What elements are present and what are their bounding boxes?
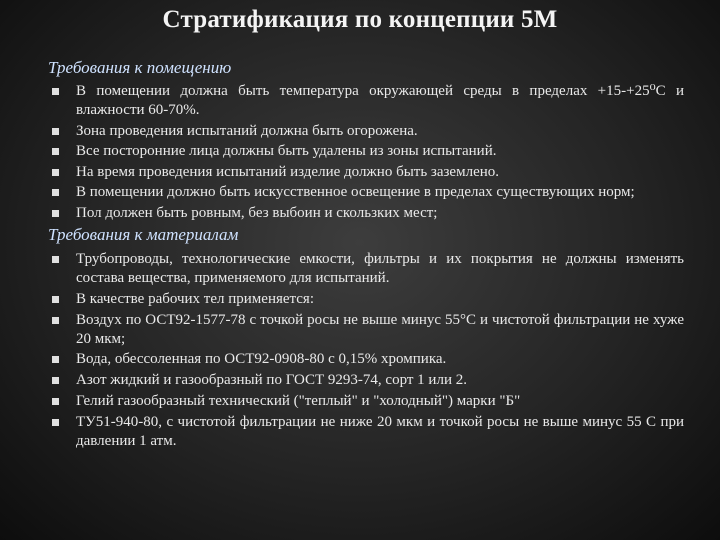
list-item-text: Пол должен быть ровным, без выбоин и скользких мест; <box>76 204 438 221</box>
list-item-text: ТУ51-940-80, с чистотой фильтрации не ниже 20 мкм и точкой росы не выше минус 55 С при давлении 1 атм. <box>76 413 684 449</box>
list-item <box>48 392 684 411</box>
square-bullet-icon <box>52 189 59 196</box>
list-item <box>48 142 684 161</box>
list-item <box>48 163 684 182</box>
slide-content <box>48 58 684 453</box>
materials-requirements-list <box>48 250 684 451</box>
list-item-text: В качестве рабочих тел применяется: <box>76 290 314 307</box>
list-item <box>48 311 684 349</box>
square-bullet-icon <box>52 398 59 405</box>
section-heading-room: Требования к помещению <box>48 58 232 77</box>
square-bullet-icon <box>52 210 59 217</box>
square-bullet-icon <box>52 317 59 324</box>
list-item-text: Воздух по ОСТ92-1577-78 с точкой росы не выше минус 55°С и чистотой фильтрации не хуже 20 мкм; <box>76 311 684 347</box>
list-item <box>48 122 684 141</box>
list-item-text: Зона проведения испытаний должна быть огорожена. <box>76 122 418 139</box>
square-bullet-icon <box>52 419 59 426</box>
list-item <box>48 290 684 309</box>
square-bullet-icon <box>52 256 59 263</box>
room-requirements-list <box>48 82 684 223</box>
square-bullet-icon <box>52 148 59 155</box>
list-item-text: В помещении должна быть температура окружающей среды в пределах +15-+25⁰С и влажности 60-70%. <box>76 83 684 118</box>
list-item <box>48 204 684 223</box>
square-bullet-icon <box>52 356 59 363</box>
square-bullet-icon <box>52 128 59 135</box>
list-item-text: Гелий газообразный технический ("теплый" и "холодный") марки "Б" <box>76 392 521 409</box>
list-item <box>48 350 684 369</box>
list-item-text: Все посторонние лица должны быть удалены из зоны испытаний. <box>76 143 497 160</box>
list-item <box>48 371 684 390</box>
square-bullet-icon <box>52 88 59 95</box>
slide-title: Стратификация по концепции 5М <box>162 6 558 33</box>
list-item <box>48 250 684 288</box>
list-item-text: В помещении должно быть искусственное освещение в пределах существующих норм; <box>76 184 635 201</box>
list-item <box>48 82 684 120</box>
square-bullet-icon <box>52 296 59 303</box>
list-item-text: На время проведения испытаний изделие должно быть заземлено. <box>76 163 500 180</box>
list-item-text: Трубопроводы, технологические емкости, фильтры и их покрытия не должны изменять состава вещества, применяемого для испытаний. <box>76 250 684 286</box>
square-bullet-icon <box>52 377 59 384</box>
list-item-text: Вода, обессоленная по ОСТ92-0908-80 с 0,15% хромпика. <box>76 351 447 368</box>
list-item <box>48 183 684 202</box>
list-item <box>48 413 684 451</box>
list-item-text: Азот жидкий и газообразный по ГОСТ 9293-74, сорт 1 или 2. <box>76 372 467 389</box>
section-heading-materials: Требования к материалам <box>48 224 239 244</box>
square-bullet-icon <box>52 169 59 176</box>
